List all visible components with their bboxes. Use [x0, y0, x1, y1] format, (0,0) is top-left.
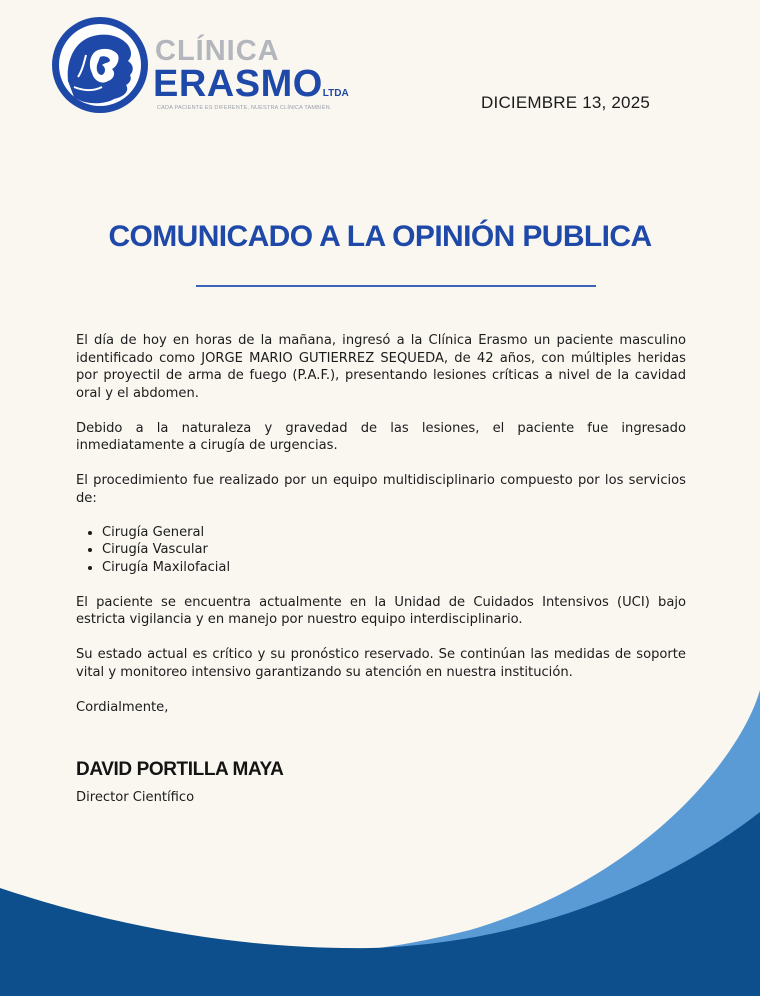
- paragraph-procedure: El procedimiento fue realizado por un equipo multidisciplinario compuesto por los servicios de:: [76, 473, 686, 506]
- paragraph-admission: El día de hoy en horas de la mañana, ingresó a la Clínica Erasmo un paciente masculino identificado como JORGE MARIO GUTIERREZ SEQUEDA, de 42 años, con múltiples heridas por proyectil de arma de fuego (P.A.F.), presentando lesiones críticas a nivel de la cavidad oral y el abdomen.: [76, 333, 686, 401]
- document-body: [76, 332, 686, 734]
- signer-name: DAVID PORTILLA MAYA: [76, 759, 284, 780]
- logo-tagline: CADA PACIENTE ES DIFERENTE, NUESTRA CLÍNICA TAMBIÉN.: [157, 105, 332, 111]
- paragraph-status: Su estado actual es crítico y su pronóstico reservado. Se continúan las medidas de soporte vital y monitoreo intensivo garantizando su atención en nuestra institución.: [76, 647, 686, 680]
- logo-erasmo-name: ERASMO: [153, 63, 323, 105]
- document-title: COMUNICADO A LA OPINIÓN PUBLICA: [108, 220, 652, 253]
- list-item: • Cirugía Maxilofacial: [102, 559, 686, 577]
- document-date: DICIEMBRE 13, 2025: [481, 93, 650, 112]
- list-item: • Cirugía Vascular: [102, 541, 686, 559]
- clinic-logo: [50, 15, 350, 117]
- logo-erasmo-text: [153, 65, 349, 103]
- logo-clinica-text: CLÍNICA: [155, 35, 280, 67]
- list-item: • Cirugía General: [102, 524, 686, 542]
- erasmus-portrait-emblem-icon: [50, 15, 150, 115]
- closing-text: Cordialmente,: [76, 699, 169, 715]
- services-list: [76, 524, 686, 577]
- paragraph-surgery: Debido a la naturaleza y gravedad de las lesiones, el paciente fue ingresado inmediatamente a cirugía de urgencias.: [76, 420, 686, 453]
- signer-role: Director Científico: [76, 790, 195, 805]
- logo-ltda-text: LTDA: [322, 88, 349, 99]
- title-underline: [196, 285, 596, 287]
- paragraph-uci: El paciente se encuentra actualmente en la Unidad de Cuidados Intensivos (UCI) bajo estricta vigilancia y en manejo por nuestro equipo interdisciplinario.: [76, 594, 686, 627]
